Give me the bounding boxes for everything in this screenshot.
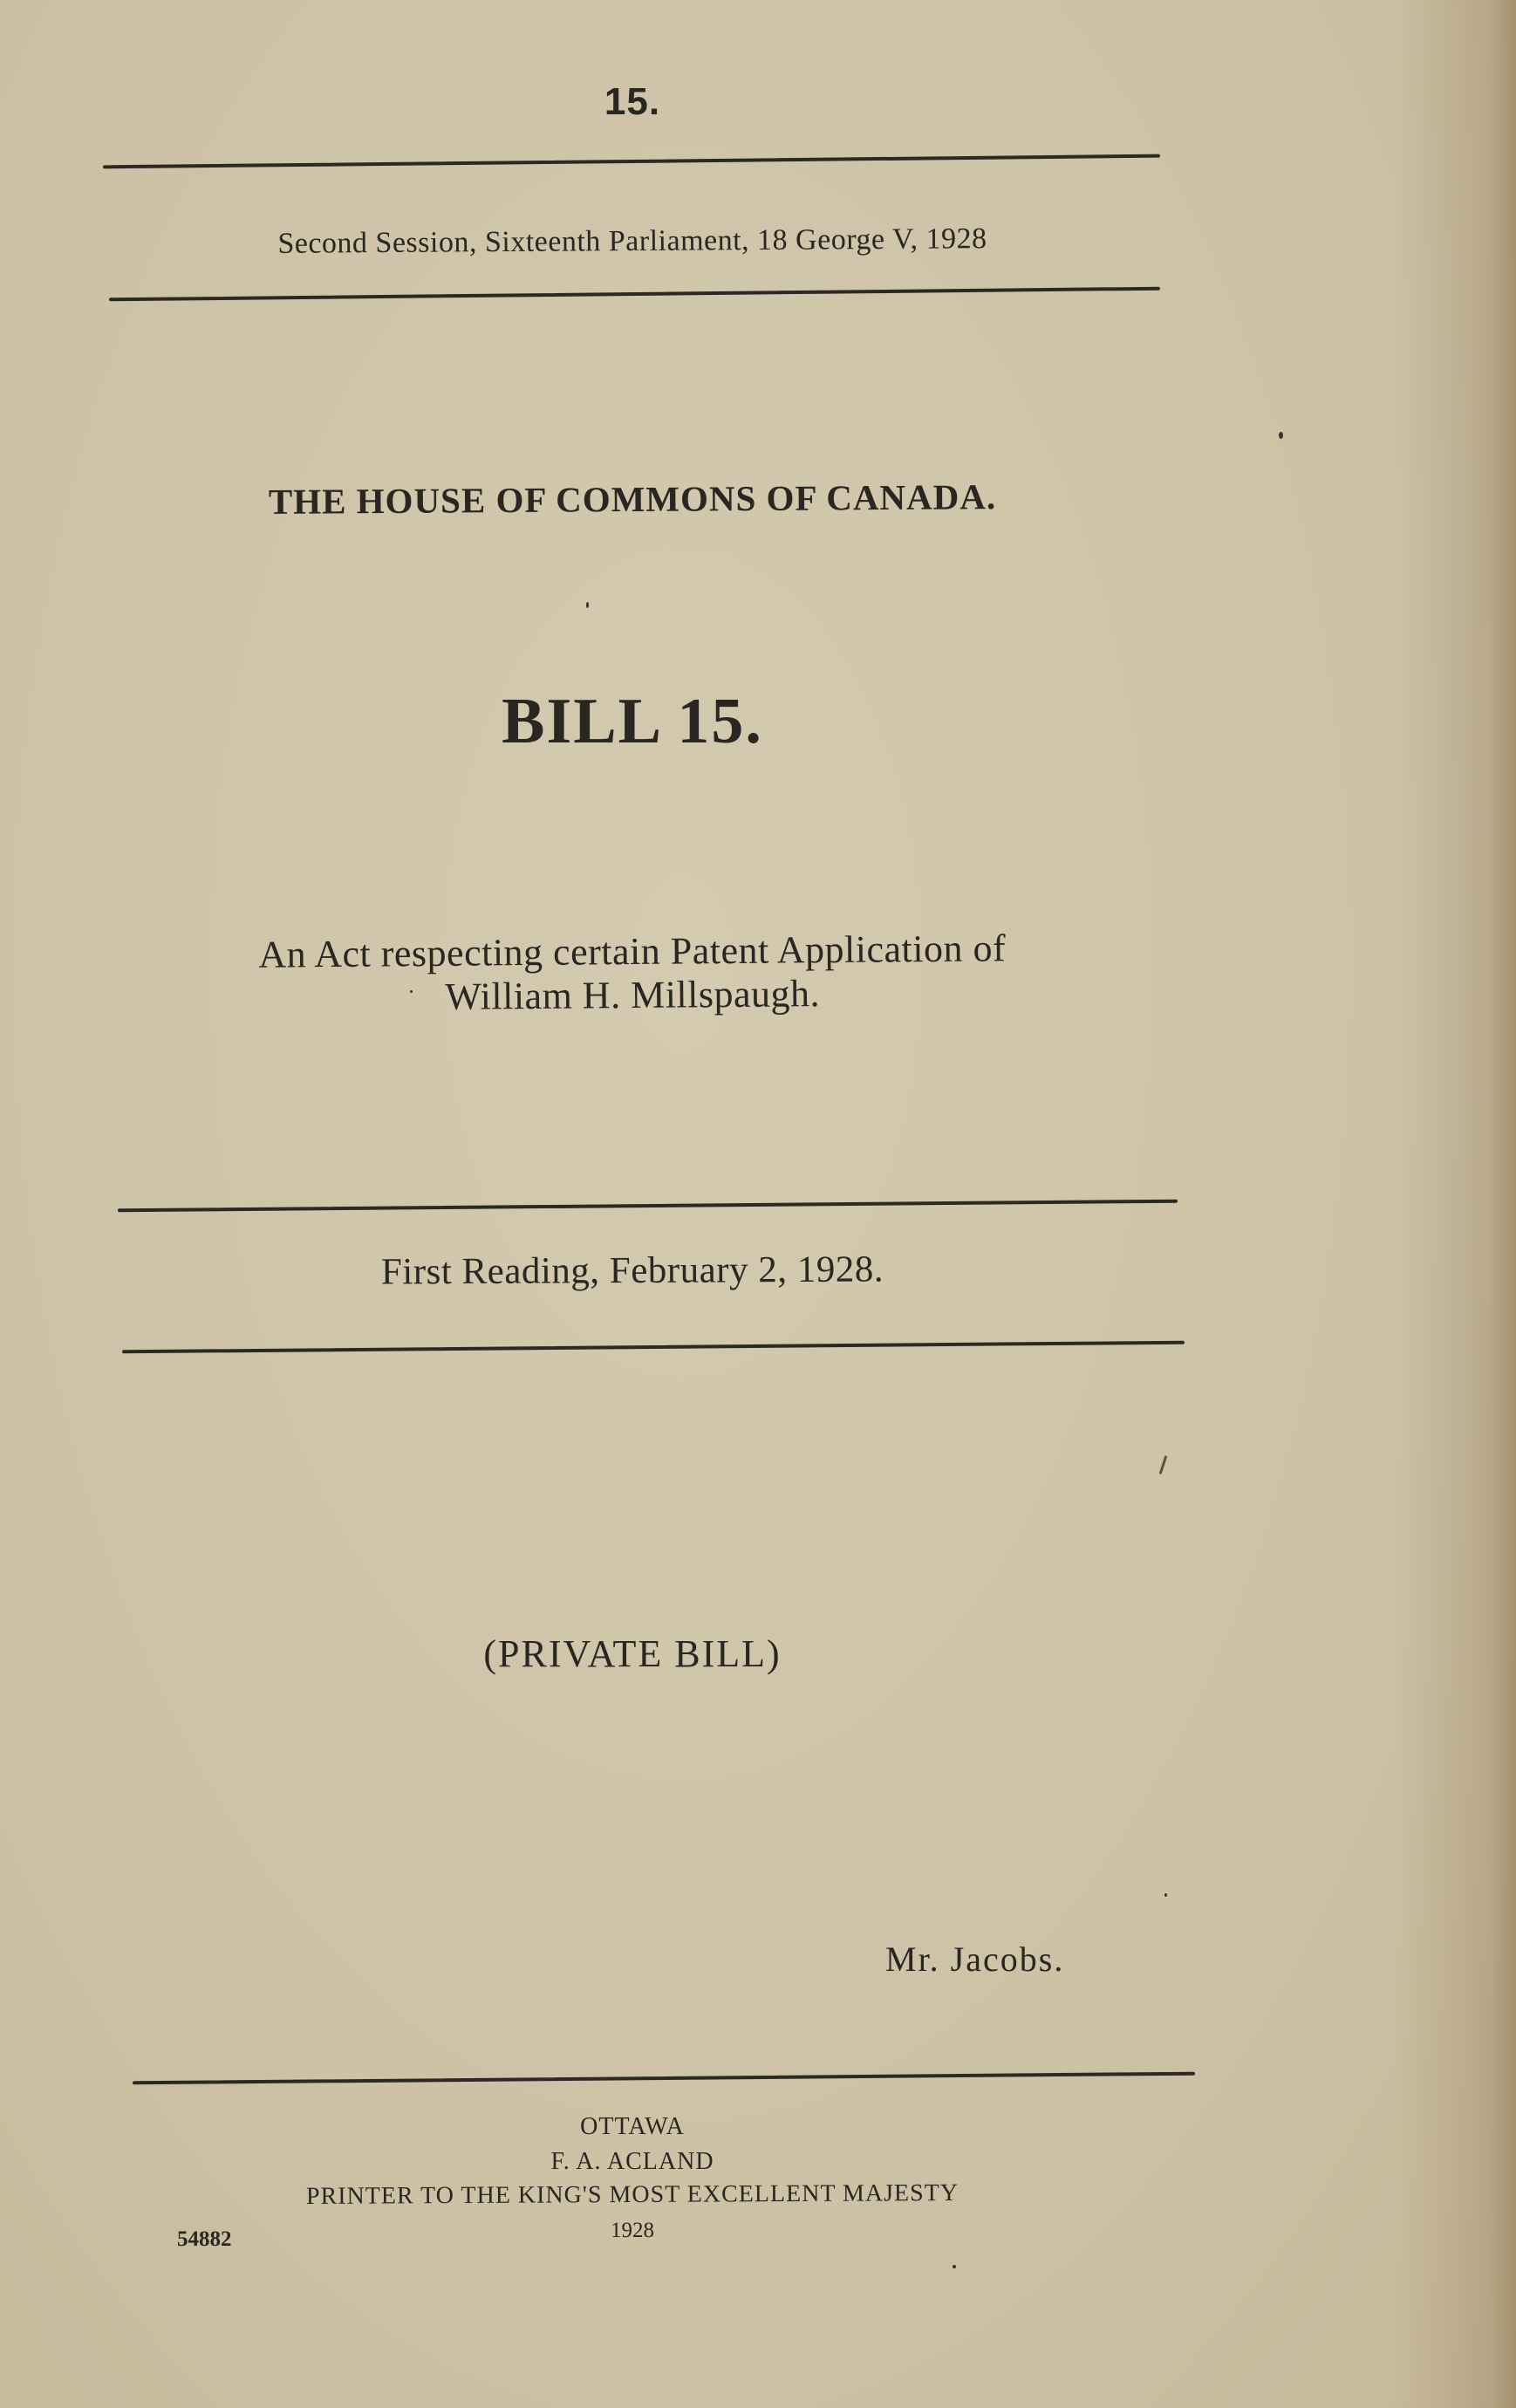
job-code: 54882 — [177, 2227, 232, 2251]
bill-title: BILL 15. — [502, 686, 763, 757]
top-rule-1 — [103, 154, 1160, 169]
page-edge-shadow — [1492, 0, 1516, 2408]
paper-speck — [1279, 432, 1283, 439]
house-heading: THE HOUSE OF COMMONS OF CANADA. — [268, 476, 997, 522]
act-line-1: An Act respecting certain Patent Application of — [258, 927, 1007, 976]
paper-speck — [410, 990, 413, 993]
paper-speck — [953, 2265, 956, 2268]
paper-speck — [586, 602, 589, 608]
middle-rule-2 — [122, 1341, 1185, 1354]
paper-speck — [1159, 1455, 1168, 1474]
imprint-year: 1928 — [611, 2219, 654, 2242]
private-bill-label: (PRIVATE BILL) — [483, 1632, 782, 1675]
mover-name: Mr. Jacobs. — [885, 1939, 1065, 1979]
session-line: Second Session, Sixteenth Parliament, 18 George V, 1928 — [277, 222, 987, 260]
first-reading-line: First Reading, February 2, 1928. — [380, 1248, 884, 1293]
top-rule-2 — [109, 287, 1160, 302]
act-line-2: William H. Millspaugh. — [445, 972, 821, 1018]
imprint-city: OTTAWA — [580, 2113, 685, 2140]
paper-speck — [1164, 1893, 1167, 1897]
bill-number-heading: 15. — [604, 80, 661, 123]
bottom-rule — [133, 2072, 1195, 2085]
imprint-printer-name: F. A. ACLAND — [550, 2148, 714, 2175]
act-description — [0, 925, 1265, 1023]
middle-rule-1 — [118, 1200, 1178, 1213]
imprint-printer-title: PRINTER TO THE KING'S MOST EXCELLENT MAJESTY — [305, 2179, 959, 2210]
